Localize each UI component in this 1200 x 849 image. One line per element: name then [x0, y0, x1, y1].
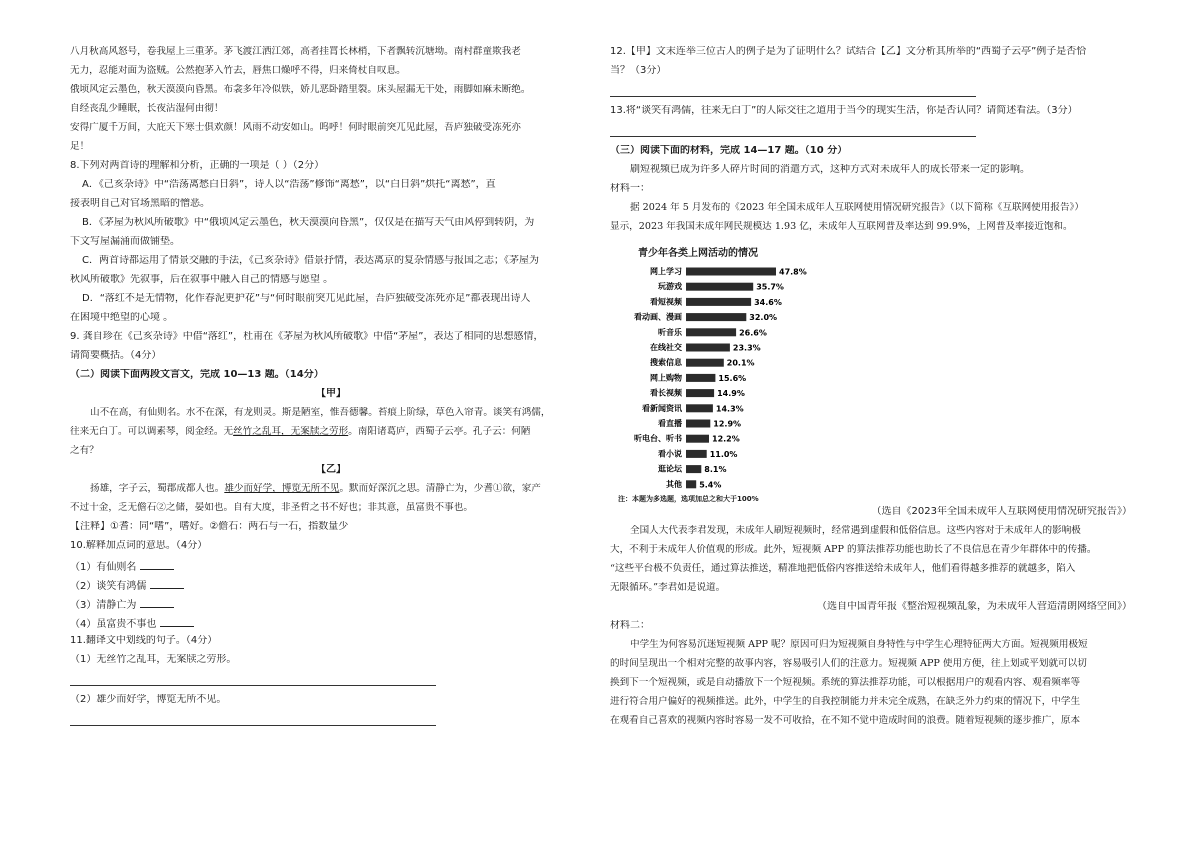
annotation-notes: 【注释】①耆：同“嗜”，嗜好。②儋石：两石与一石，指数量少 — [70, 521, 349, 532]
chart-bar — [686, 420, 710, 428]
chart-category-label: 网上购物 — [650, 373, 682, 383]
paragraph-text: “这些平台极不负责任，通过算法推送，精准地把低俗内容推送给未成年人，他们看得越多推荐的就越多，陷入 — [610, 563, 1076, 574]
option-c: C．两首诗都运用了情景交融的手法，《己亥杂诗》借景抒情，表达离京的复杂情感与报国之志；《茅屋为 — [82, 255, 539, 266]
question-11-item-1: （1）无丝竹之乱耳，无案牍之劳形。 — [70, 654, 237, 665]
chart-bar — [686, 465, 701, 473]
chart-category-label: 听电台、听书 — [634, 434, 682, 444]
question-10-item: （4）虽富贵不事也 — [70, 616, 592, 635]
chart-bar — [686, 404, 713, 412]
paragraph-source: （选自中国青年报《整治短视频乱象，为未成年人营造清朗网络空间》） — [817, 601, 1132, 612]
chart-bar — [686, 283, 753, 291]
answer-blank[interactable] — [150, 578, 184, 589]
poem-line: 八月秋高风怒号，卷我屋上三重茅。茅飞渡江洒江郊，高者挂罥长林梢，下者飘转沉塘坳。南村群童欺我老 — [70, 46, 521, 57]
chart-category-label: 逛论坛 — [658, 464, 682, 474]
question-10-item: （3）清静亡为 — [70, 597, 592, 616]
chart-category-label: 听音乐 — [658, 327, 682, 337]
question-9-cont: 请简要概括。（4分） — [70, 350, 162, 361]
chart-value-label: 8.1% — [704, 465, 727, 475]
chart-value-label: 14.3% — [715, 404, 744, 414]
chart-bar — [686, 268, 776, 276]
question-12-cont: 当？（3分） — [610, 65, 667, 76]
question-10-item: （1）有仙则名 — [70, 559, 592, 578]
question-9: 9. 龚自珍在《己亥杂诗》中借“落红”，杜甫在《茅屋为秋风所破歌》中借“茅屋”，表达了相同的思想感情， — [70, 331, 544, 342]
paragraph-text: 大，不利于未成年人价值观的形成。此外，短视频 APP 的算法推荐功能也助长了不良信息在青少年群体中的传播。 — [610, 544, 1097, 555]
chart-bar — [686, 450, 707, 458]
material-2-text: 中学生为何容易沉迷短视频 APP 呢？原因可归为短视频自身特性与中学生心理特征两大方面。短视频用极短 — [630, 639, 1088, 650]
option-d: D．“落红不是无情物，化作春泥更护花”与“何时眼前突兀见此屋，吾庐独破受冻死亦足”都表现出诗人 — [82, 293, 531, 304]
chart-value-label: 32.0% — [749, 313, 778, 323]
paragraph-text: 全国人大代表李君发现，未成年人刷短视频时，经常遇到虚假和低俗信息。这些内容对于未成年人的影响极 — [630, 525, 1081, 536]
chart-bar — [686, 344, 730, 352]
material-2-text: 进行符合用户偏好的视频推送。此外，中学生的自我控制能力并未完全成熟，在缺乏外力约束的情况下，中学生 — [610, 696, 1081, 707]
chart-note: 注：本题为多选题，选项加总之和大于100% — [618, 495, 759, 503]
underlined-sentence: 丝竹之乱耳，无案牍之劳形 — [233, 426, 349, 437]
chart-value-label: 14.9% — [717, 389, 745, 399]
chart-bar — [686, 374, 715, 382]
right-column — [610, 46, 1132, 734]
chart-plot — [618, 260, 818, 492]
answer-line[interactable] — [70, 713, 436, 726]
chart-value-label: 15.6% — [718, 373, 747, 383]
chart-bar — [686, 359, 724, 367]
chart-value-label: 26.6% — [739, 328, 767, 338]
poem-line: 无力，忍能对面为盗贼。公然抱茅入竹去，唇焦口燥呼不得，归来倚杖自叹息。 — [70, 65, 406, 76]
activity-bar-chart — [618, 244, 818, 506]
passage-yi-line: 不过十金，乏无儋石②之储，晏如也。自有大度，非圣哲之书不好也；非其意，虽富贵不事也。 — [70, 502, 473, 513]
chart-category-label: 其他 — [666, 479, 682, 489]
poem-line: 足！ — [70, 141, 90, 152]
question-11-stem: 11.翻译文中划线的句子。（4分） — [70, 635, 218, 646]
option-d-cont: 在困境中绝望的心境 。 — [70, 312, 174, 323]
passage-yi-line: 扬雄，字子云，蜀郡成都人也。雄少而好学，博览无所不见。默而好深沉之思。清静亡为，少耆①欲，家产 — [90, 483, 541, 494]
chart-bar — [686, 435, 709, 443]
section-2-heading: （二）阅读下面两段文言文，完成 10—13 题。（14分） — [70, 369, 324, 380]
chart-category-label: 在线社交 — [650, 343, 682, 352]
option-b-cont: 下文写屋漏涌而做铺垫。 — [70, 236, 180, 247]
chart-value-label: 34.6% — [754, 297, 782, 307]
chart-bar — [686, 328, 736, 336]
passage-jia-line: 之有？ — [70, 445, 99, 456]
chart-title: 青少年各类上网活动的情况 — [638, 248, 758, 259]
material-2-text: 在观看自己喜欢的视频内容时容易一发不可收拾，在不知不觉中造成时间的浪费。随着短视频的逐步推广，原本 — [610, 715, 1081, 726]
poem-line: 自经丧乱少睡眠，长夜沾湿何由彻！ — [70, 103, 224, 114]
chart-value-label: 35.7% — [756, 282, 784, 292]
option-b: B．《茅屋为秋风所破歌》中“俄顷风定云墨色，秋天漠漠向昏黑”，仅仅是在描写天气由风停到转阴，为 — [82, 217, 535, 228]
chart-bar — [686, 389, 714, 397]
chart-value-label: 5.4% — [699, 480, 722, 490]
poem-line: 安得广厦千万间，大庇天下寒士俱欢颜！风雨不动安如山。呜呼！何时眼前突兀见此屋，吾庐独破受冻死亦 — [70, 122, 521, 133]
answer-blank[interactable] — [140, 597, 174, 608]
chart-source: （选自《2023年全国未成年人互联网使用情况研究报告》） — [871, 506, 1132, 517]
chart-category-label: 看新闻资讯 — [642, 403, 682, 413]
answer-line[interactable] — [610, 124, 976, 137]
passage-jia-label: 【甲】 — [316, 388, 346, 399]
chart-bar — [686, 313, 746, 321]
poem-line: 俄顷风定云墨色，秋天漠漠向昏黑。布衾多年冷似铁，娇儿恶卧踏里裂。床头屋漏无干处，雨脚如麻未断绝。 — [70, 84, 531, 95]
material-1-label: 材料一： — [610, 183, 650, 194]
chart-bar — [686, 480, 696, 488]
passage-jia-line: 往来无白丁。可以调素琴，阅金经。无丝竹之乱耳，无案牍之劳形。南阳诸葛庐，西蜀子云亭。孔子云：何陋 — [70, 426, 531, 437]
answer-blank[interactable] — [140, 559, 174, 570]
chart-value-label: 12.2% — [712, 434, 740, 444]
chart-category-label: 看动画、漫画 — [634, 312, 682, 322]
paragraph-text: 无限循环。”李君如是说道。 — [610, 582, 726, 593]
material-2-text: 换到下一个短视频，或是自动播放下一个短视频。系统的算法推荐功能，可以根据用户的观看内容、观看频率等 — [610, 677, 1081, 688]
chart-value-label: 12.9% — [713, 419, 742, 429]
section-3-intro: 刷短视频已成为许多人碎片时间的消遣方式，这种方式对未成年人的成长带来一定的影响。 — [630, 164, 1030, 175]
chart-bar — [686, 298, 751, 306]
answer-blank[interactable] — [160, 616, 194, 627]
underlined-sentence: 雄少而好学，博览无所不见 — [224, 483, 340, 494]
section-3-heading: （三）阅读下面的材料，完成 14—17 题。（10 分） — [610, 145, 848, 156]
question-8-stem: 8.下列对两首诗的理解和分析，正确的一项是（ ）（2分） — [70, 160, 325, 171]
passage-yi-label: 【乙】 — [316, 464, 346, 475]
option-a-cont: 接表明自己对官场黑暗的憎恶。 — [70, 198, 210, 209]
passage-jia-line: 山不在高，有仙则名。水不在深，有龙则灵。斯是陋室，惟吾德馨。苔痕上阶绿，草色入帘青。谈笑有鸿儒， — [90, 407, 551, 418]
chart-value-label: 23.3% — [732, 343, 761, 353]
question-10-item: （2）谈笑有鸿儒 — [70, 578, 592, 597]
question-10-stem: 10.解释加点词的意思。（4分） — [70, 540, 208, 551]
material-1-text: 显示，2023 年我国未成年网民规模达 1.93 亿，未成年人互联网普及率达到 99.9%，上网普及率接近饱和。 — [610, 221, 1073, 232]
chart-category-label: 搜索信息 — [650, 358, 682, 368]
chart-category-label: 看长视频 — [650, 388, 682, 398]
chart-value-label: 47.8% — [779, 267, 807, 277]
option-c-cont: 秋风所破歌》先叙事，后在叙事中融入自己的情感与愿望 。 — [70, 274, 334, 285]
chart-category-label: 看小说 — [658, 449, 682, 459]
question-12: 12.【甲】文末连举三位古人的例子是为了证明什么？试结合【乙】文分析其所举的“西蜀子云亭”例子是否恰 — [610, 46, 1087, 57]
chart-category-label: 看直播 — [658, 419, 682, 428]
chart-category-label: 玩游戏 — [658, 282, 682, 292]
material-1-text: 据 2024 年 5 月发布的《2023 年全国未成年人互联网使用情况研究报告》（以下简称《互联网使用报告》） — [630, 202, 1084, 213]
answer-line[interactable] — [70, 673, 436, 686]
chart-value-label: 20.1% — [726, 358, 755, 368]
chart-value-label: 11.0% — [709, 449, 738, 459]
answer-line[interactable] — [610, 84, 976, 97]
material-2-text: 的时间呈现出一个相对完整的故事内容，容易吸引人们的注意力。短视频 APP 使用方便，往上划或平划就可以切 — [610, 658, 1087, 669]
option-a: A．《己亥杂诗》中“浩荡离愁白日斜”，诗人以“浩荡”修饰“离愁”，以“白日斜”烘托“离愁”，直 — [82, 179, 496, 190]
question-13: 13.将“谈笑有鸿儒，往来无白丁”的人际交往之道用于当今的现实生活，你是否认同？请简述看法。（3分） — [610, 105, 1078, 116]
chart-category-label: 看短视频 — [650, 297, 682, 307]
question-11-item-2: （2）雄少而好学，博览无所不见。 — [70, 694, 227, 705]
chart-category-label: 网上学习 — [650, 267, 682, 276]
material-2-label: 材料二： — [610, 620, 650, 631]
left-column — [70, 46, 592, 734]
